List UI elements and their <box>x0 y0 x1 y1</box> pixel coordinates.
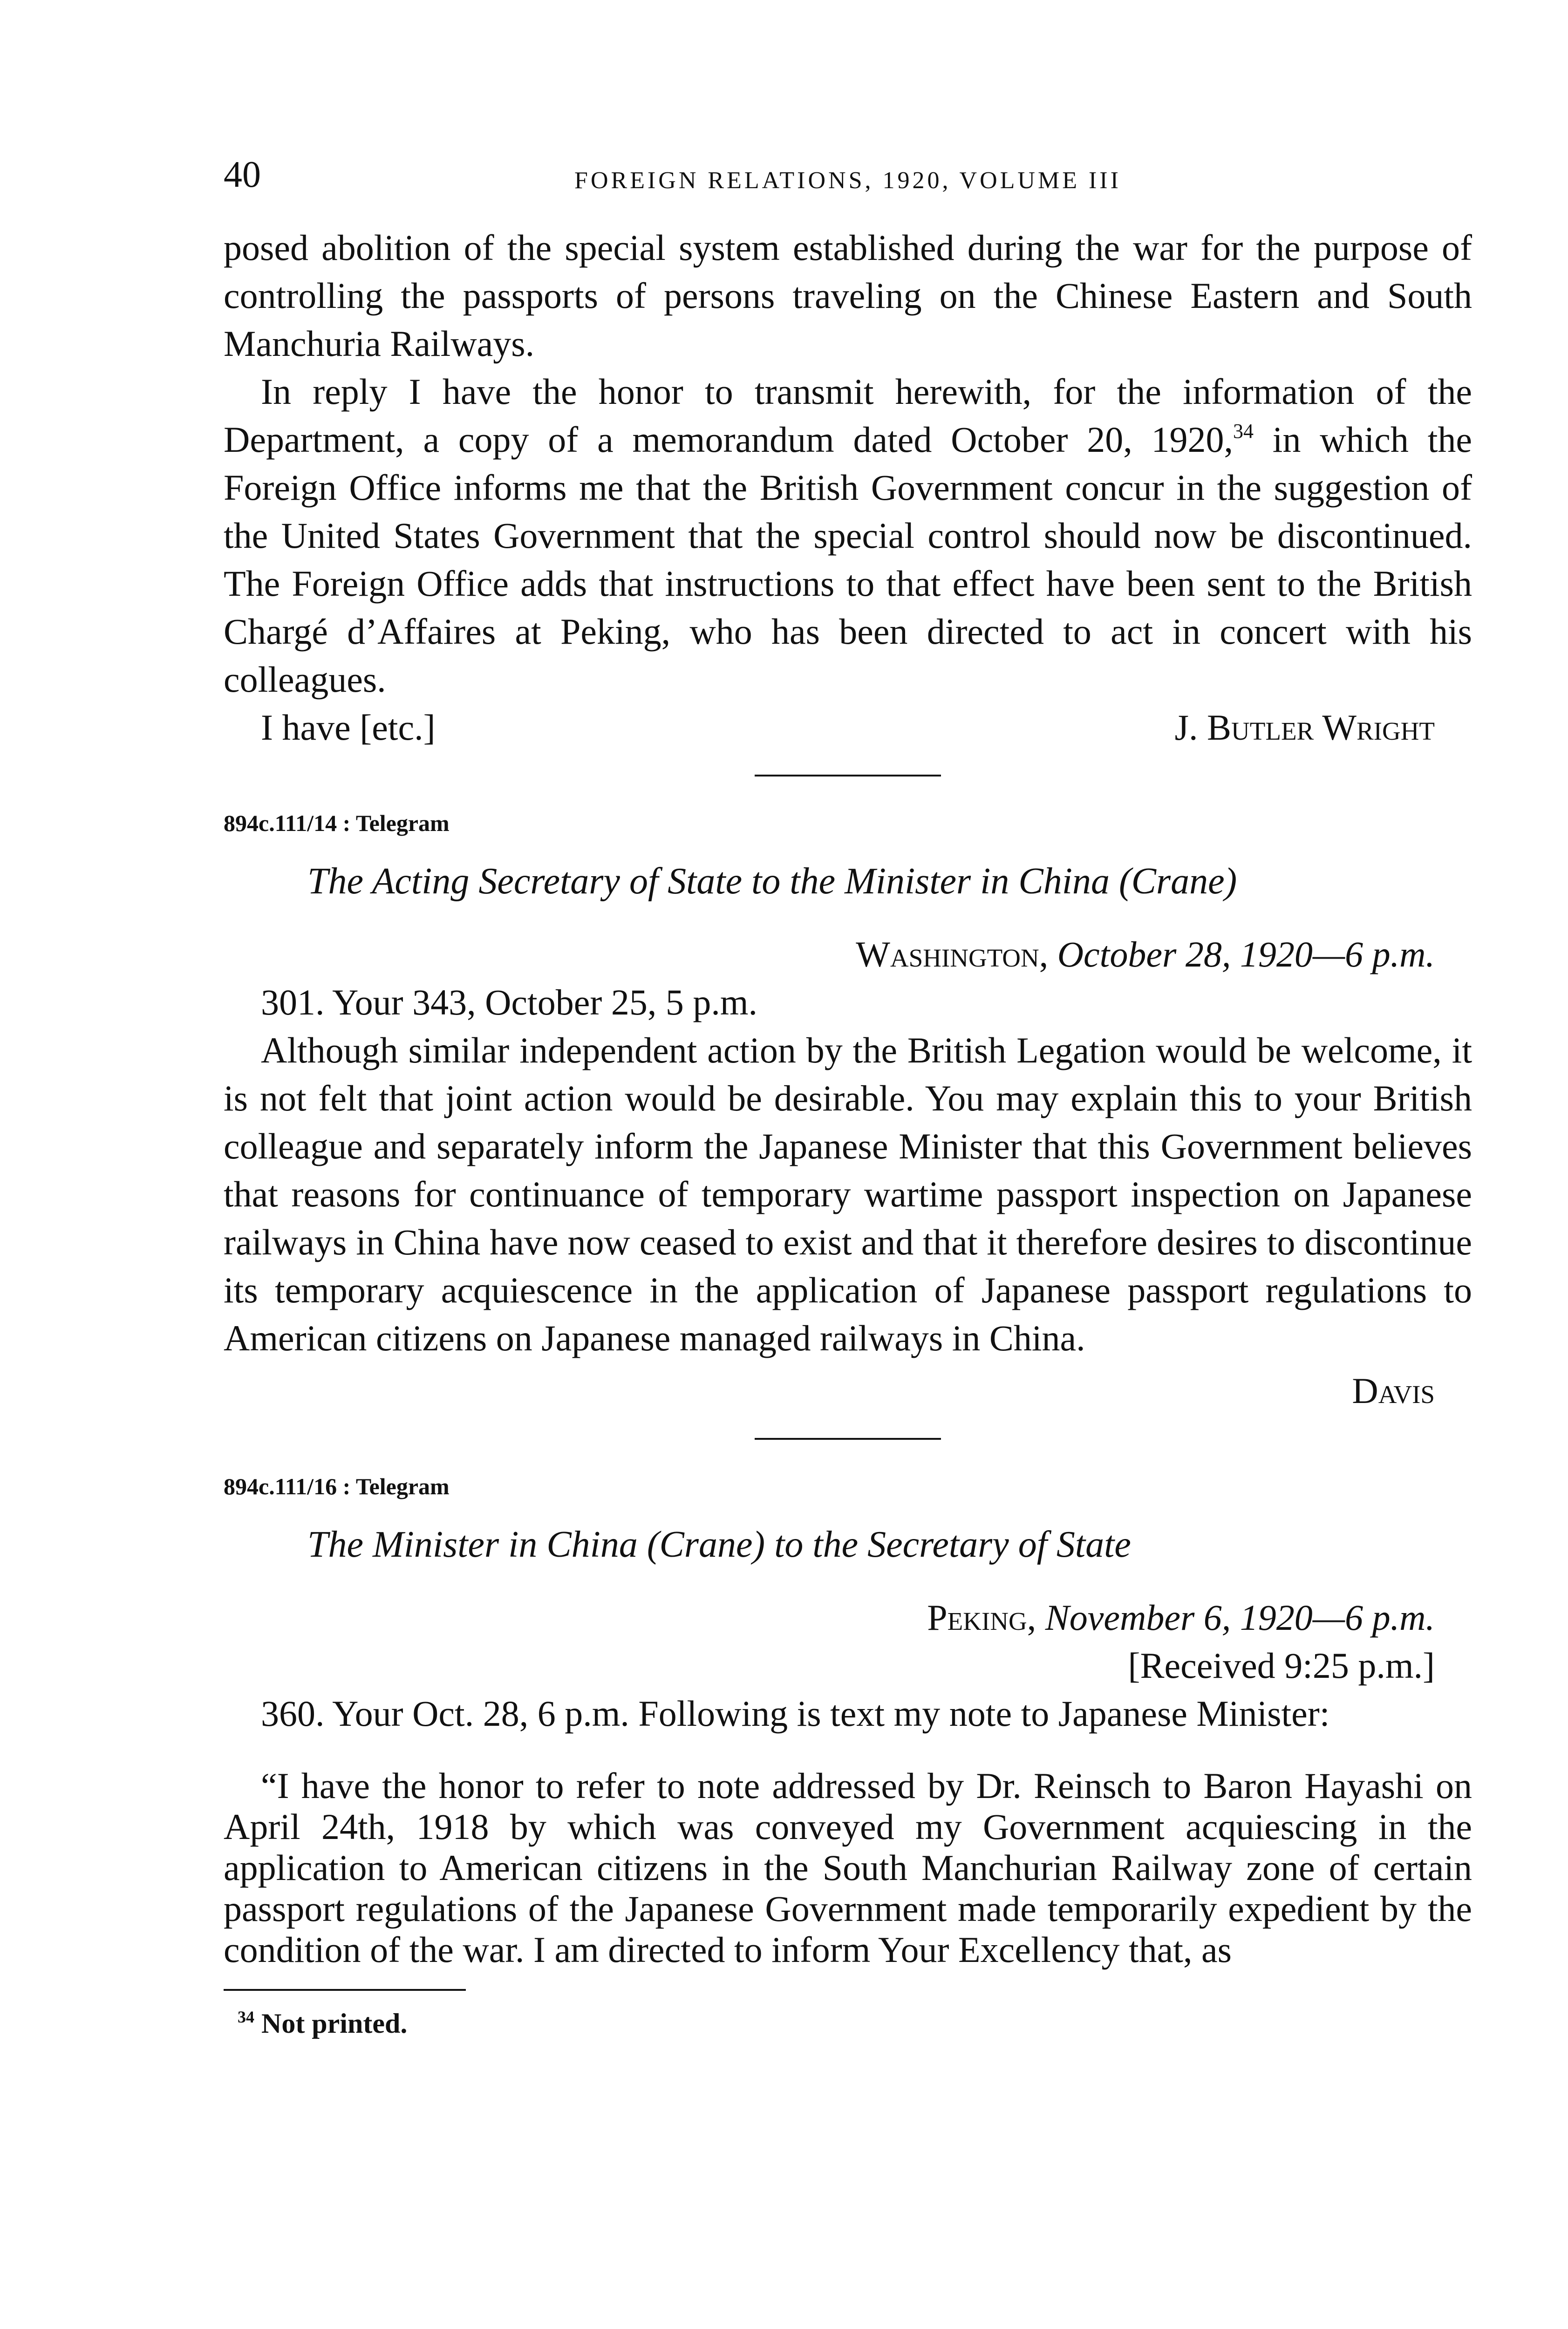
doc1-paragraph-2: Although similar independent action by the British Legation would be welcome, it is not felt that joint action would be desirable. You may explain this to your British colleague and separately inform the Japanese Minister that this Government believes that reasons for continuance of temporary wartime passport inspection on Japanese railways in China have now ceased to exist and that it therefore desires to discontinue its temporary acquiescence in the application of Japanese passport regulations to American citizens on Japanese managed railways in China. <box>224 1030 1472 1358</box>
footnote-divider <box>224 1989 466 1991</box>
letter-signature: J. Butler Wright <box>1174 707 1435 748</box>
doc1-place: Washington, <box>856 934 1049 974</box>
letter-paragraph-2 <box>224 368 1472 703</box>
doc1-file-reference: 894c.111/14 : Telegram <box>224 810 450 836</box>
footnote-reference: 34 <box>1233 420 1254 443</box>
running-head-title: FOREIGN RELATIONS, 1920, VOLUME III <box>574 167 1121 194</box>
doc1-paragraph-1: 301. Your 343, October 25, 5 p.m. <box>261 982 757 1022</box>
section-divider <box>755 775 941 776</box>
doc1-title: The Acting Secretary of State to the Minister in China (Crane) <box>307 861 1237 902</box>
doc2-file-reference: 894c.111/16 : Telegram <box>224 1473 450 1499</box>
footnote-mark: 34 <box>238 2008 254 2026</box>
doc2-title: The Minister in China (Crane) to the Secretary of State <box>307 1524 1131 1565</box>
document-page <box>224 140 1472 2042</box>
doc1-date: October 28, 1920—6 p.m. <box>1057 934 1435 974</box>
footnote-text: Not printed. <box>261 2008 408 2039</box>
letter-closing: I have [etc.] <box>261 707 436 748</box>
section-divider <box>755 1438 941 1440</box>
letter-paragraph-2-text-b: in which the Foreign Office informs me that the British Government concur in the suggestion of the United States Government that the special control should now be discontinued. The Foreign Office adds that instructions to that effect have been sent to the British Chargé d’Affaires at Peking, who has been directed to act in concert with his colleagues. <box>224 419 1472 700</box>
letter-closing-row <box>224 703 1472 751</box>
page-number: 40 <box>224 154 261 195</box>
doc2-quoted-note: “I have the honor to refer to note addressed by Dr. Reinsch to Baron Hayashi on April 24th, 1918 by which was conveyed my Government acquiescing in the application to American citizens in the South Manchurian Railway zone of certain passport regulations of the Japanese Government made temporarily expedient by the condition of the war. I am directed to inform Your Excellency that, as <box>224 1765 1472 1970</box>
letter-paragraph-2-text-a: In reply I have the honor to transmit herewith, for the information of the Department, a copy of a memorandum dated October 20, 1920, <box>224 371 1472 460</box>
doc1-signature: Davis <box>1352 1370 1435 1411</box>
doc2-place: Peking, <box>927 1597 1036 1638</box>
doc1-dateline <box>224 930 1472 978</box>
doc2-paragraph-1: 360. Your Oct. 28, 6 p.m. Following is text my note to Japanese Minister: <box>261 1693 1330 1734</box>
running-head <box>224 140 1472 200</box>
letter-paragraph-1: posed abolition of the special system established during the war for the purpose of controlling the passports of persons traveling on the Chinese Eastern and South Manchuria Railways. <box>224 227 1472 364</box>
footnote <box>224 2005 1472 2042</box>
doc2-dateline <box>224 1594 1472 1641</box>
doc2-date: November 6, 1920—6 p.m. <box>1045 1597 1435 1638</box>
doc2-received-time: [Received 9:25 p.m.] <box>1128 1645 1435 1686</box>
